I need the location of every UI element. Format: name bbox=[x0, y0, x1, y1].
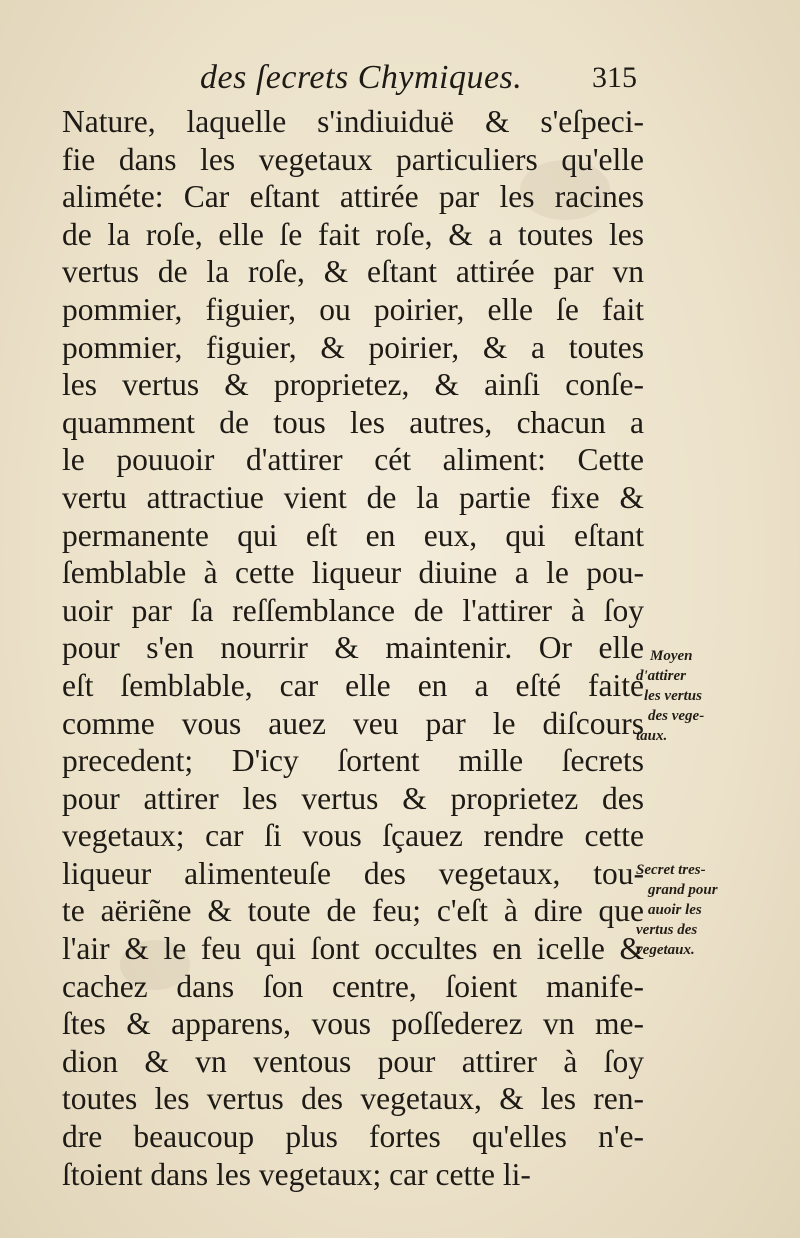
text-line: liqueur alimenteuſe des vegetaux, tou- bbox=[62, 855, 644, 891]
text-line: permanente qui eſt en eux, qui eſtant bbox=[62, 517, 644, 553]
text-line: vertu attractiue vient de la partie fixe & bbox=[62, 479, 644, 515]
text-line: pommier, figuier, & poirier, & a toutes bbox=[62, 329, 644, 365]
marginal-note-attraction bbox=[636, 646, 704, 746]
text-line: ſtes & apparens, vous poſſederez vn me- bbox=[62, 1006, 644, 1042]
body-text bbox=[62, 103, 644, 1193]
text-line: Nature, laquelle s'indiuiduë & s'eſpeci- bbox=[62, 104, 644, 139]
marginal-note-line: Secret tres- bbox=[636, 862, 706, 878]
marginal-note-secret bbox=[636, 860, 718, 960]
marginal-note-line: Moyen bbox=[650, 648, 693, 664]
text-line: uoir par ſa reſſemblance de l'attirer à ſoy bbox=[62, 592, 644, 628]
text-line: les vertus & proprietez, & ainſi conſe- bbox=[62, 367, 644, 403]
text-line: comme vous auez veu par le diſcours bbox=[62, 705, 644, 741]
text-line: vertus de la roſe, & eſtant attirée par vn bbox=[62, 254, 644, 290]
page-number: 315 bbox=[592, 61, 637, 94]
text-line: aliméte: Car eſtant attirée par les racines bbox=[62, 179, 644, 215]
text-line: cachez dans ſon centre, ſoient manife- bbox=[62, 968, 644, 1004]
marginal-note-line: auoir les bbox=[648, 902, 702, 918]
text-line: precedent; D'icy ſortent mille ſecrets bbox=[62, 743, 644, 779]
text-line: te aëriẽne & toute de feu; c'eſt à dire que bbox=[62, 893, 644, 929]
text-line: fie dans les vegetaux particuliers qu'elle bbox=[62, 141, 644, 177]
marginal-note-line: grand pour bbox=[648, 882, 718, 898]
text-line: pour attirer les vertus & proprietez des bbox=[62, 780, 644, 816]
marginal-note-line: des vege- bbox=[648, 708, 705, 724]
running-title: des ſecrets Chymiques. bbox=[200, 59, 523, 96]
text-line: pommier, figuier, ou poirier, elle ſe fait bbox=[62, 291, 644, 327]
marginal-note-line: taux. bbox=[636, 728, 668, 744]
text-line: de la roſe, elle ſe fait roſe, & a toutes les bbox=[62, 216, 644, 252]
text-line: dion & vn ventous pour attirer à ſoy bbox=[62, 1043, 644, 1079]
marginal-note-line: d'attirer bbox=[636, 668, 687, 684]
text-line: le pouuoir d'attirer cét aliment: Cette bbox=[62, 442, 644, 478]
text-line: dre beaucoup plus fortes qu'elles n'e- bbox=[62, 1119, 644, 1155]
marginal-note-line: vertus des bbox=[636, 922, 698, 938]
text-line: ſemblable à cette liqueur diuine a le pou- bbox=[62, 555, 644, 591]
text-line: vegetaux; car ſi vous ſçauez rendre cette bbox=[62, 818, 644, 854]
marginal-note-line: les vertus bbox=[644, 688, 702, 704]
text-line: ſtoient dans les vegetaux; car cette li- bbox=[62, 1156, 531, 1192]
marginal-note-line: vegetaux. bbox=[636, 942, 695, 958]
text-line: toutes les vertus des vegetaux, & les ren- bbox=[62, 1081, 644, 1117]
text-line: pour s'en nourrir & maintenir. Or elle bbox=[62, 630, 644, 666]
page-header bbox=[0, 58, 800, 98]
text-line: eſt ſemblable, car elle en a eſté faite bbox=[62, 667, 644, 703]
text-line: quamment de tous les autres, chacun a bbox=[62, 404, 644, 440]
text-line: l'air & le feu qui ſont occultes en icelle & bbox=[62, 931, 644, 967]
